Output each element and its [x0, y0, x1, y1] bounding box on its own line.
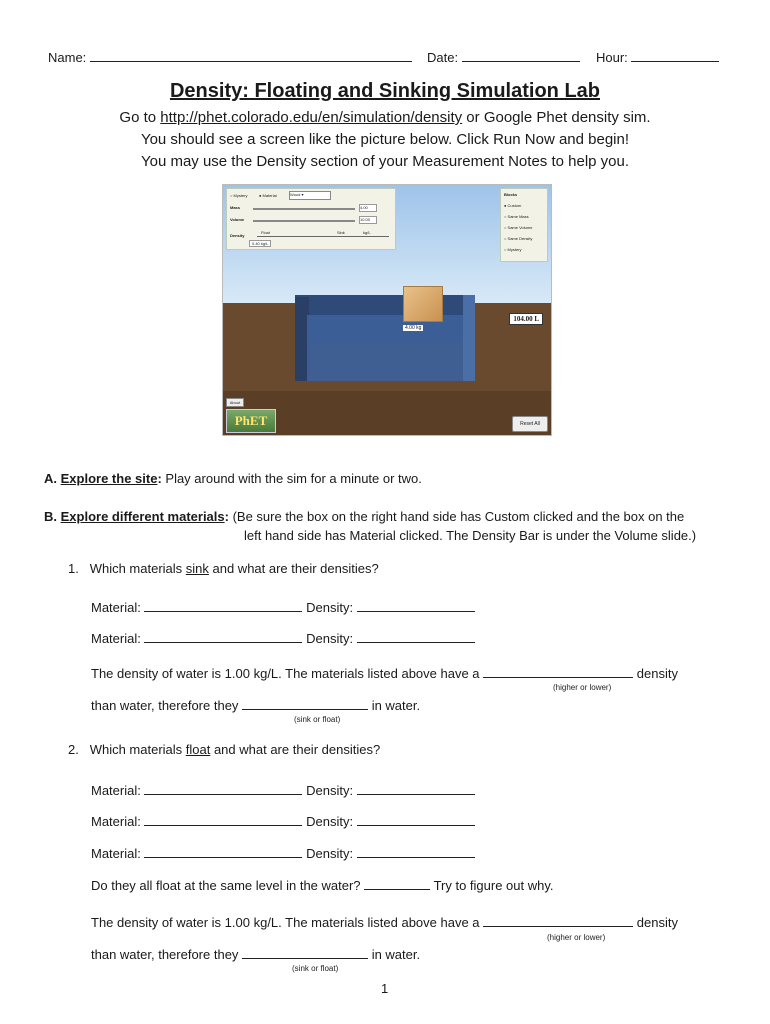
block-option-mystery[interactable]: ○ Mystery [504, 247, 522, 252]
name-field: Name: [48, 48, 412, 65]
density-readout: 0.40 kg/L [249, 240, 271, 247]
pool-volume-label: 104.00 L [509, 313, 543, 325]
q2-same-level-blank[interactable] [364, 876, 430, 890]
q1-water-sentence-2: than water, therefore they in water. [91, 698, 421, 713]
intro-line-3: You may use the Density section of your Measurement Notes to help you. [140, 153, 630, 170]
block-option-same-mass[interactable]: ○ Same Mass [504, 214, 529, 219]
block-mass-label: 4.00 kg [405, 325, 422, 331]
q1-hint-higher-lower: (higher or lower) [553, 683, 612, 692]
date-blank[interactable] [462, 48, 580, 62]
about-button[interactable]: About [226, 398, 244, 407]
pool-water [307, 315, 469, 381]
density-bar [257, 236, 389, 237]
q2-material-2-blank[interactable] [144, 812, 302, 826]
intro-line-2: You should see a screen like the picture below. Click Run Now and begin! [140, 131, 630, 148]
block-option-custom[interactable]: ● Custom [504, 203, 522, 208]
pool-right-wall [463, 295, 475, 381]
mass-slider[interactable] [253, 208, 355, 210]
name-blank[interactable] [90, 48, 412, 62]
date-field: Date: [427, 48, 580, 65]
q2-material-1-blank[interactable] [144, 781, 302, 795]
blocks-panel: Blocks ● Custom ○ Same Mass ○ Same Volume ○ Same Density ○ Mystery [500, 188, 548, 262]
q1-higher-lower-blank[interactable] [483, 664, 633, 678]
hour-blank[interactable] [631, 48, 719, 62]
question-2: 2. Which materials float and what are their densities? [68, 742, 381, 757]
page-title: Density: Floating and Sinking Simulation Lab [169, 80, 601, 102]
phet-logo: PhET [226, 409, 276, 433]
section-a: A. Explore the site: Play around with the sim for a minute or two. [44, 471, 422, 486]
q1-material-row-1: Material: Density: [91, 598, 475, 615]
q1-water-sentence: The density of water is 1.00 kg/L. The materials listed above have a density [91, 666, 678, 681]
phet-link[interactable]: http://phet.colorado.edu/en/simulation/density [160, 109, 463, 126]
simulation-screenshot [222, 184, 552, 436]
page-number: 1 [381, 981, 389, 996]
material-select[interactable]: Wood ▾ [289, 191, 331, 200]
reset-all-button[interactable]: Reset All [512, 416, 548, 432]
volume-slider[interactable] [253, 220, 355, 222]
q2-material-3-blank[interactable] [144, 844, 302, 858]
q2-density-3-blank[interactable] [357, 844, 475, 858]
material-panel: ○ Mystery ● Material Wood ▾ Mass 4.00 Volume 10.00 Density Float Sink kg/L 0.40 kg/L [226, 188, 396, 250]
hour-field: Hour: [596, 48, 719, 65]
q1-material-row-2: Material: Density: [91, 629, 475, 646]
intro-line-1: Go to http://phet.colorado.edu/en/simulation/density or Google Phet density sim. [119, 109, 651, 126]
block-option-same-volume[interactable]: ○ Same Volume [504, 225, 533, 230]
section-b: B. Explore different materials: (Be sure the box on the right hand side has Custom clicked and the box on the [44, 509, 685, 524]
q2-material-row-2: Material: Density: [91, 812, 475, 829]
q1-material-2-blank[interactable] [144, 629, 302, 643]
q1-hint-sink-float: (sink or float) [294, 715, 341, 724]
q2-material-row-1: Material: Density: [91, 781, 475, 798]
q2-hint-higher-lower: (higher or lower) [547, 933, 606, 942]
q1-material-1-blank[interactable] [144, 598, 302, 612]
q2-hint-sink-float: (sink or float) [292, 964, 339, 973]
q1-density-2-blank[interactable] [357, 629, 475, 643]
q2-same-level: Do they all float at the same level in the water? Try to figure out why. [91, 878, 554, 893]
q2-water-sentence: The density of water is 1.00 kg/L. The materials listed above have a density [91, 915, 678, 930]
q1-sink-float-blank[interactable] [242, 696, 368, 710]
section-b-continued: left hand side has Material clicked. The Density Bar is under the Volume slide.) [244, 528, 697, 543]
question-1: 1. Which materials sink and what are their densities? [68, 561, 379, 576]
q1-density-1-blank[interactable] [357, 598, 475, 612]
q2-sink-float-blank[interactable] [242, 945, 368, 959]
q2-water-sentence-2: than water, therefore they in water. [91, 947, 421, 962]
wood-block[interactable] [403, 286, 443, 322]
q2-higher-lower-blank[interactable] [483, 913, 633, 927]
block-option-same-density[interactable]: ○ Same Density [504, 236, 533, 241]
q2-density-2-blank[interactable] [357, 812, 475, 826]
q2-density-1-blank[interactable] [357, 781, 475, 795]
q2-material-row-3: Material: Density: [91, 844, 475, 861]
